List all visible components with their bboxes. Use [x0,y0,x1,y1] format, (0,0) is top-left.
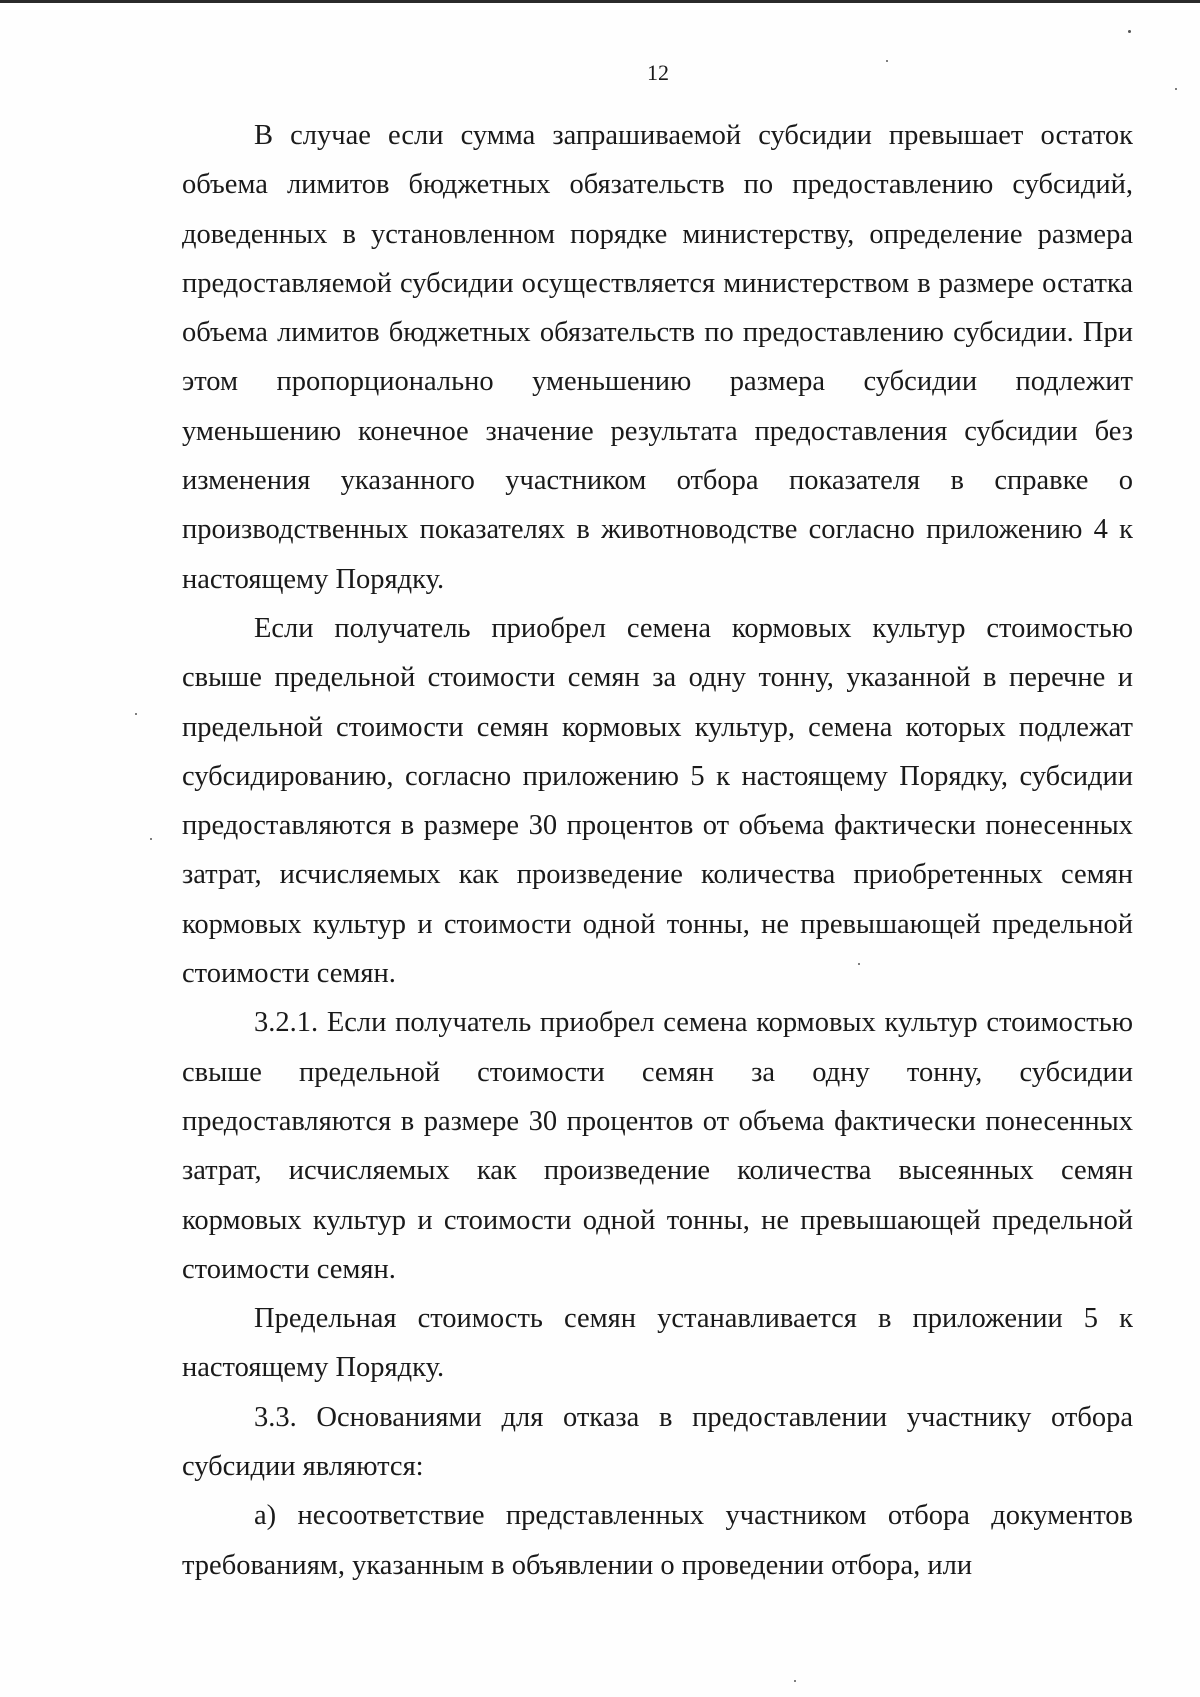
scan-speck [150,838,152,840]
scan-speck [135,713,137,715]
scan-speck [1175,88,1177,90]
paragraph-3-3: 3.3. Основаниями для отказа в предоставлении участнику отбора субсидии являются: [182,1401,1133,1483]
scan-top-border [0,0,1200,3]
paragraph-3-2-1: 3.2.1. Если получатель приобрел семена кормовых культур стоимостью свыше предельной стоимости семян за одну тонну, субсидии предоставляются в размере 30 процентов от объема фактически понесенных затрат, исчисляемых как произведение количества высеянных семян кормовых культур и стоимости одной тонны, не превышающей предельной стоимости семян. [182,1007,1133,1285]
paragraph-subsidy-limit: В случае если сумма запрашиваемой субсидии превышает остаток объема лимитов бюджетных обязательств по предоставлению субсидий, доведенных в установленном порядке министерству, определение размера предоставляемой субсидии осуществляется министерством в размере остатка объема лимитов бюджетных обязательств по предоставлению субсидии. При этом пропорционально уменьшению размера субсидии подлежит уменьшению конечное значение результата предоставления субсидии без изменения указанного участником отбора показателя в справке о производственных показателях в животноводстве согласно приложению 4 к настоящему Порядку. [182,120,1133,595]
scan-speck [886,60,888,62]
page-number: 12 [647,60,669,85]
scan-speck [858,963,860,965]
document-body [182,111,1133,1590]
paragraph-seed-price-limit: Предельная стоимость семян устанавливается в приложении 5 к настоящему Порядку. [182,1303,1133,1384]
paragraph-seed-cost-over-limit: Если получатель приобрел семена кормовых культур стоимостью свыше предельной стоимости семян за одну тонну, указанной в перечне и предельной стоимости семян кормовых культур, семена которых подлежат субсидированию, согласно приложению 5 к настоящему Порядку, субсидии предоставляются в размере 30 процентов от объема фактически понесенных затрат, исчисляемых как произведение количества приобретенных семян кормовых культур и стоимости одной тонны, не превышающей предельной стоимости семян. [182,612,1133,990]
scan-speck [1128,30,1131,33]
paragraph-item-a: а) несоответствие представленных участником отбора документов требованиям, указанным в объявлении о проведении отбора, или [182,1500,1133,1581]
scan-speck [794,1680,796,1682]
